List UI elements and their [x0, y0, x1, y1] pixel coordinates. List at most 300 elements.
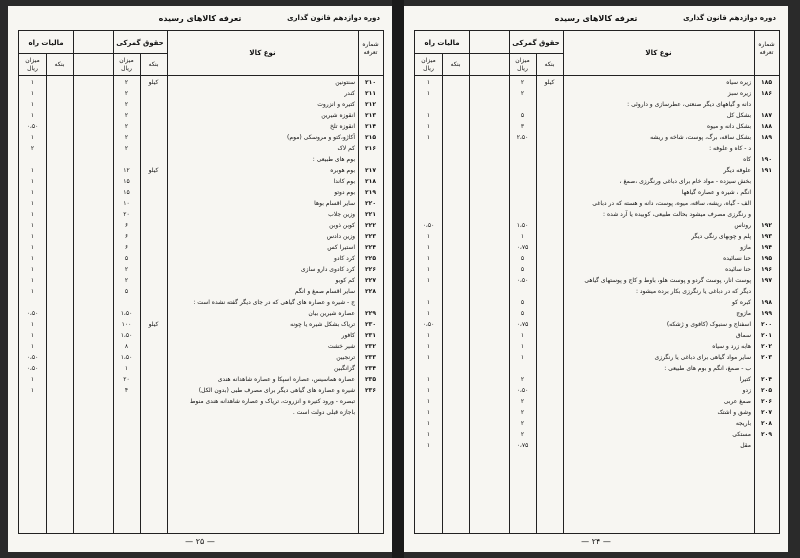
table-row	[415, 209, 779, 220]
tax-rate: ۱	[426, 310, 431, 317]
table-row	[19, 275, 383, 286]
customs-rate: ۱،۵۰	[120, 354, 133, 361]
item-name: شیر خشت	[327, 343, 355, 350]
item-name: کرد کادو	[334, 255, 355, 262]
tax-unit	[442, 110, 469, 121]
page-number: — ۲۵ —	[185, 537, 215, 546]
customs-rate: ۵	[520, 310, 525, 317]
tax-rate: ۱	[426, 134, 431, 141]
tax-unit	[442, 143, 469, 154]
customs-unit	[536, 319, 563, 330]
customs-unit	[140, 99, 167, 110]
tariff-code: ۲۳۲	[365, 343, 376, 350]
tax-rate: ۱	[30, 244, 35, 251]
customs-rate: ۲	[124, 266, 129, 273]
table-row	[415, 308, 779, 319]
tax-unit	[442, 297, 469, 308]
item-name: کم کوبو	[335, 277, 355, 284]
tariff-code: ۱۸۶	[761, 90, 772, 97]
customs-unit	[536, 253, 563, 264]
tariff-code: ۱۸۸	[761, 123, 772, 130]
tax-rate: ۱	[426, 79, 431, 86]
customs-unit	[536, 407, 563, 418]
customs-rate: ۲	[520, 398, 525, 405]
tariff-code	[754, 209, 779, 220]
customs-unit	[140, 264, 167, 275]
tariff-code: ۱۹۰	[761, 156, 772, 163]
tariff-code: ۲۲۹	[365, 310, 376, 317]
table-row	[19, 176, 383, 187]
tax-unit	[46, 77, 73, 88]
tax-unit	[46, 143, 73, 154]
tax-unit	[442, 187, 469, 198]
table-row	[19, 143, 383, 154]
customs-unit	[140, 352, 167, 363]
tariff-code: ۲۲۵	[365, 255, 376, 262]
table-row	[415, 253, 779, 264]
tax-rate: ۱	[426, 233, 431, 240]
customs-rate	[509, 286, 536, 297]
table-row	[19, 385, 383, 396]
tax-unit	[46, 341, 73, 352]
tariff-code	[754, 286, 779, 297]
tariff-code	[754, 363, 779, 374]
tariff-code: ۲۲۷	[365, 277, 376, 284]
tax-unit	[46, 330, 73, 341]
tax-unit	[442, 330, 469, 341]
customs-rate: ۶	[124, 233, 129, 240]
tariff-code: ۲۳۶	[365, 387, 376, 394]
tax-rate: ۰،۵۰	[422, 321, 435, 328]
customs-unit	[140, 396, 167, 407]
table-row	[19, 396, 383, 407]
tariff-code: ۲۰۶	[761, 398, 772, 405]
item-name: کاه	[743, 156, 751, 163]
customs-unit	[536, 110, 563, 121]
customs-unit	[140, 286, 167, 297]
customs-rate: ۵	[520, 255, 525, 262]
table-row	[415, 418, 779, 429]
item-name: شیره و عصاره های گیاهی دیگر برای مصرف طبی (بدون الکل)	[198, 387, 355, 394]
table-row	[19, 330, 383, 341]
item-name: کوبن ذوبن	[329, 222, 355, 229]
tax-unit	[46, 187, 73, 198]
col-header-tax-rate: میزان ریال	[421, 57, 436, 72]
item-name: مقل	[740, 442, 751, 449]
tariff-code: ۱۹۵	[761, 255, 772, 262]
tax-rate	[415, 209, 442, 220]
col-header-code: شماره تعرفه	[362, 41, 379, 56]
customs-unit	[140, 253, 167, 264]
tax-rate: ۱	[426, 266, 431, 273]
tax-rate: ۱	[426, 277, 431, 284]
table-row	[415, 352, 779, 363]
tax-rate: ۱	[30, 167, 35, 174]
tax-rate: ۱	[426, 398, 431, 405]
tariff-code: ۱۸۹	[761, 134, 772, 141]
item-name: پلم و چوبهای رنگی دیگر	[691, 233, 751, 240]
tariff-table	[18, 30, 384, 534]
customs-rate	[509, 99, 536, 110]
table-row	[19, 88, 383, 99]
tax-unit	[442, 264, 469, 275]
customs-unit	[140, 176, 167, 187]
item-name: دانه و گیاههای دیگر صنعتی، عطرسازی و داروئی :	[627, 101, 751, 108]
item-name: انگم ، شیره و عصاره گیاهها	[681, 189, 751, 196]
page-number: — ۲۴ —	[581, 537, 611, 546]
tax-unit	[46, 374, 73, 385]
col-header-name: نوع کالا	[249, 49, 276, 57]
table-row	[415, 165, 779, 176]
tax-rate: ۱	[30, 200, 35, 207]
tax-rate: ۰،۵۰	[26, 365, 39, 372]
customs-unit	[536, 264, 563, 275]
customs-unit: کیلو	[544, 79, 555, 86]
header-title: تعرفه کالاهای رسیده	[158, 14, 242, 23]
customs-rate: ۲	[124, 277, 129, 284]
tax-unit	[46, 319, 73, 330]
table-row	[19, 286, 383, 297]
customs-rate: ۱،۵۰	[120, 310, 133, 317]
item-name: کم لاک	[337, 145, 355, 152]
page-header	[20, 14, 380, 26]
customs-rate: ۱	[520, 354, 525, 361]
customs-rate: ۲	[520, 431, 525, 438]
item-name: علوفه دیگر	[723, 167, 751, 174]
tax-rate: ۱	[426, 431, 431, 438]
tax-rate: ۱	[426, 255, 431, 262]
table-row	[19, 220, 383, 231]
tax-rate: ۱	[30, 387, 35, 394]
item-name: سایر مواد گیاهی برای دباغی یا رنگرزی	[654, 354, 751, 361]
tariff-code: ۲۰۸	[761, 420, 772, 427]
item-name: زیره سیاه	[726, 79, 751, 86]
table-row	[415, 330, 779, 341]
item-name: تبصره - ورود کتیره و انزروت، تریاک و عصاره شاهدانه هندی منوط	[189, 398, 355, 405]
customs-rate: ۸	[124, 343, 129, 350]
tax-rate: ۱	[30, 112, 35, 119]
tariff-code: ۲۱۴	[365, 123, 376, 130]
tax-rate	[19, 396, 46, 407]
table-body	[415, 77, 779, 451]
item-name: بشکل ساقه، برگ، پوست، شاخه و ریشه	[650, 134, 751, 141]
tax-rate: ۱	[30, 255, 35, 262]
customs-unit	[536, 242, 563, 253]
customs-rate: ۲	[520, 376, 525, 383]
col-header-code: شماره تعرفه	[758, 41, 775, 56]
tax-unit	[442, 440, 469, 451]
item-name: عصاره شیرین بیان	[308, 310, 355, 317]
tax-rate: ۱	[30, 332, 35, 339]
customs-rate	[509, 154, 536, 165]
item-name: و رنگرزی مصرف میشود بحالت طبیعی، کوبیده یا آرد شده :	[603, 211, 751, 218]
customs-rate	[509, 165, 536, 176]
tax-rate	[415, 187, 442, 198]
customs-unit	[536, 132, 563, 143]
tax-unit	[442, 275, 469, 286]
table-row	[19, 363, 383, 374]
item-name: هابه زرد و سیاه	[712, 343, 751, 350]
table-row	[415, 187, 779, 198]
customs-rate: ۱	[124, 365, 129, 372]
tax-unit	[442, 363, 469, 374]
tax-rate	[415, 143, 442, 154]
item-name: بشکل دانه و میوه	[707, 123, 751, 130]
table-row	[19, 209, 383, 220]
customs-rate: ۲،۵۰	[516, 134, 529, 141]
tax-rate: ۱	[30, 189, 35, 196]
tariff-code	[358, 297, 383, 308]
tariff-code: ۲۲۰	[365, 200, 376, 207]
item-name: انقوزه شیرین	[321, 112, 355, 119]
tariff-code: ۱۹۶	[761, 266, 772, 273]
tax-rate: ۰،۵۰	[422, 222, 435, 229]
customs-rate: ۲	[124, 79, 129, 86]
col-header-customs-rate: میزان ریال	[515, 57, 530, 72]
table-row	[415, 407, 779, 418]
customs-rate: ۱	[520, 332, 525, 339]
tax-rate: ۱	[30, 211, 35, 218]
tariff-code: ۲۰۵	[761, 387, 772, 394]
tax-unit	[442, 99, 469, 110]
item-name: کندر	[344, 90, 355, 97]
tariff-code: ۲۱۱	[365, 90, 376, 97]
col-header-tax-unit: بنکه	[54, 61, 65, 68]
customs-unit	[536, 121, 563, 132]
customs-unit	[536, 440, 563, 451]
tariff-code	[358, 407, 383, 418]
tax-rate: ۱	[426, 332, 431, 339]
tax-unit	[46, 231, 73, 242]
customs-unit: کیلو	[148, 167, 159, 174]
table-row	[415, 440, 779, 451]
table-row	[415, 264, 779, 275]
table-row	[19, 352, 383, 363]
customs-rate	[509, 187, 536, 198]
tax-unit	[442, 374, 469, 385]
table-row	[415, 275, 779, 286]
tax-unit	[442, 77, 469, 88]
customs-unit	[536, 363, 563, 374]
tax-rate: ۱	[426, 90, 431, 97]
customs-unit	[536, 275, 563, 286]
item-name: سایر اقسام صمغ و انگم	[294, 288, 355, 295]
customs-rate: ۲	[520, 79, 525, 86]
item-name: عصاره هماسیس، عصاره اسپکا و عصاره شاهدانه هندی	[217, 376, 355, 383]
col-header-tax-unit: بنکه	[450, 61, 461, 68]
customs-rate	[509, 143, 536, 154]
tax-rate	[19, 407, 46, 418]
table-row	[19, 253, 383, 264]
tariff-code: ۲۳۴	[365, 365, 376, 372]
tax-unit	[46, 297, 73, 308]
customs-unit	[536, 88, 563, 99]
customs-unit	[140, 110, 167, 121]
customs-rate: ۲	[520, 409, 525, 416]
tax-unit	[442, 308, 469, 319]
customs-rate: ۱	[520, 343, 525, 350]
tariff-code: ۱۹۹	[761, 310, 772, 317]
tariff-code: ۲۲۶	[365, 266, 376, 273]
customs-rate: ۰،۷۵	[516, 321, 529, 328]
tax-rate: ۱	[30, 233, 35, 240]
tariff-code	[358, 396, 383, 407]
tax-rate: ۱	[426, 299, 431, 306]
item-name: بخش سیزده - مواد خام برای دباغی ورنگرزی ،صمغ ،	[619, 178, 751, 185]
table-row	[415, 220, 779, 231]
table-row	[19, 110, 383, 121]
tariff-code: ۱۹۱	[761, 167, 772, 174]
customs-unit	[140, 385, 167, 396]
tax-unit	[46, 154, 73, 165]
tariff-code: ۲۱۰	[365, 79, 376, 86]
tariff-code	[754, 176, 779, 187]
tariff-code: ۱۸۵	[761, 79, 772, 86]
table-row	[415, 286, 779, 297]
table-row	[415, 231, 779, 242]
header-title: تعرفه کالاهای رسیده	[554, 14, 638, 23]
item-name: د - کاه و علوفه :	[709, 145, 751, 152]
item-name: مازوج	[736, 310, 751, 317]
tax-rate	[415, 154, 442, 165]
customs-rate: ۱۵	[123, 178, 130, 185]
tariff-code: ۲۲۲	[365, 222, 376, 229]
item-name: کافور	[341, 332, 355, 339]
table-row	[19, 165, 383, 176]
customs-unit	[536, 396, 563, 407]
item-name: ج - شیره و عصاره های گیاهی که در جای دیگر گفته نشده است :	[193, 299, 355, 306]
tariff-code	[358, 154, 383, 165]
item-name: زیره سبز	[727, 90, 751, 97]
tax-unit	[46, 396, 73, 407]
tariff-code: ۲۰۲	[761, 343, 772, 350]
tax-unit	[46, 220, 73, 231]
customs-unit	[140, 407, 167, 418]
item-name: بوم کاندا	[333, 178, 355, 185]
item-name: مستکی	[732, 431, 751, 438]
item-name: باریجه	[735, 420, 751, 427]
tax-rate: ۰،۵۰	[26, 123, 39, 130]
tax-rate: ۲	[30, 145, 35, 152]
customs-rate: ۱۲	[123, 167, 130, 174]
customs-rate	[113, 297, 140, 308]
tax-rate: ۱	[426, 343, 431, 350]
customs-unit	[536, 220, 563, 231]
tax-unit	[442, 132, 469, 143]
tax-unit	[46, 198, 73, 209]
tax-rate: ۰،۵۰	[26, 354, 39, 361]
tax-rate	[415, 99, 442, 110]
customs-rate: ۰،۵۰	[516, 277, 529, 284]
tax-rate: ۱	[426, 112, 431, 119]
tax-rate	[415, 363, 442, 374]
customs-rate: ۱،۵۰	[120, 332, 133, 339]
tax-unit	[442, 176, 469, 187]
tax-unit	[46, 308, 73, 319]
tax-unit	[442, 286, 469, 297]
item-name: کبره کو	[732, 299, 751, 306]
item-name: صمغ عربی	[723, 398, 751, 405]
tax-rate: ۱	[426, 442, 431, 449]
customs-unit	[536, 341, 563, 352]
table-row	[415, 99, 779, 110]
customs-unit	[536, 176, 563, 187]
tax-rate: ۱	[30, 134, 35, 141]
tax-rate: ۱	[426, 376, 431, 383]
book-gutter	[392, 0, 404, 558]
table-row	[19, 121, 383, 132]
item-name: بشکل کل	[726, 112, 751, 119]
table-row	[19, 297, 383, 308]
col-header-customs-unit: بنکه	[544, 61, 555, 68]
customs-unit	[536, 154, 563, 165]
tax-unit	[442, 121, 469, 132]
customs-rate	[113, 396, 140, 407]
tariff-code: ۲۰۹	[761, 431, 772, 438]
table-row	[19, 187, 383, 198]
tax-unit	[46, 121, 73, 132]
tariff-table	[414, 30, 780, 534]
tax-unit	[442, 220, 469, 231]
table-row	[415, 297, 779, 308]
tax-unit	[46, 286, 73, 297]
table-row	[415, 242, 779, 253]
item-name: وشق و اشتک	[717, 409, 751, 416]
customs-unit	[536, 231, 563, 242]
customs-rate: ۵	[124, 288, 129, 295]
customs-rate	[509, 198, 536, 209]
item-name: کتیرا	[739, 376, 751, 383]
tariff-code: ۲۱۶	[365, 145, 376, 152]
tax-unit	[46, 242, 73, 253]
customs-unit	[140, 220, 167, 231]
customs-unit	[140, 308, 167, 319]
customs-rate: ۶	[124, 244, 129, 251]
tariff-code: ۲۳۵	[365, 376, 376, 383]
item-name: سنتونین	[335, 79, 355, 86]
tax-rate: ۱	[30, 343, 35, 350]
tariff-code: ۲۰۳	[761, 354, 772, 361]
right-page	[404, 6, 788, 552]
tariff-code: ۱۹۳	[761, 233, 772, 240]
tax-rate: ۱	[30, 288, 35, 295]
table-row	[19, 231, 383, 242]
tariff-code: ۲۰۴	[761, 376, 772, 383]
customs-unit	[140, 88, 167, 99]
table-row	[415, 176, 779, 187]
customs-unit	[536, 374, 563, 385]
customs-rate	[113, 154, 140, 165]
tax-unit	[46, 264, 73, 275]
item-name: مازو	[740, 244, 751, 251]
item-name: اسفناج و سنبوک (کافوی و ژشکه)	[666, 321, 751, 328]
tax-rate: ۱	[30, 266, 35, 273]
item-name: وزین دادس	[326, 233, 355, 240]
item-name: باجازه قبلی دولت است .	[292, 409, 355, 416]
table-row	[19, 242, 383, 253]
customs-rate: ۲	[124, 123, 129, 130]
tax-unit	[442, 209, 469, 220]
tax-unit	[46, 253, 73, 264]
table-row	[19, 319, 383, 330]
tariff-code: ۲۰۰	[761, 321, 772, 328]
item-name: وزین جلاب	[328, 211, 355, 218]
tariff-code: ۲۳۰	[365, 321, 376, 328]
tax-unit	[442, 418, 469, 429]
tax-rate	[415, 176, 442, 187]
item-name: بوم های طبیعی :	[312, 156, 355, 163]
table-row	[415, 77, 779, 88]
